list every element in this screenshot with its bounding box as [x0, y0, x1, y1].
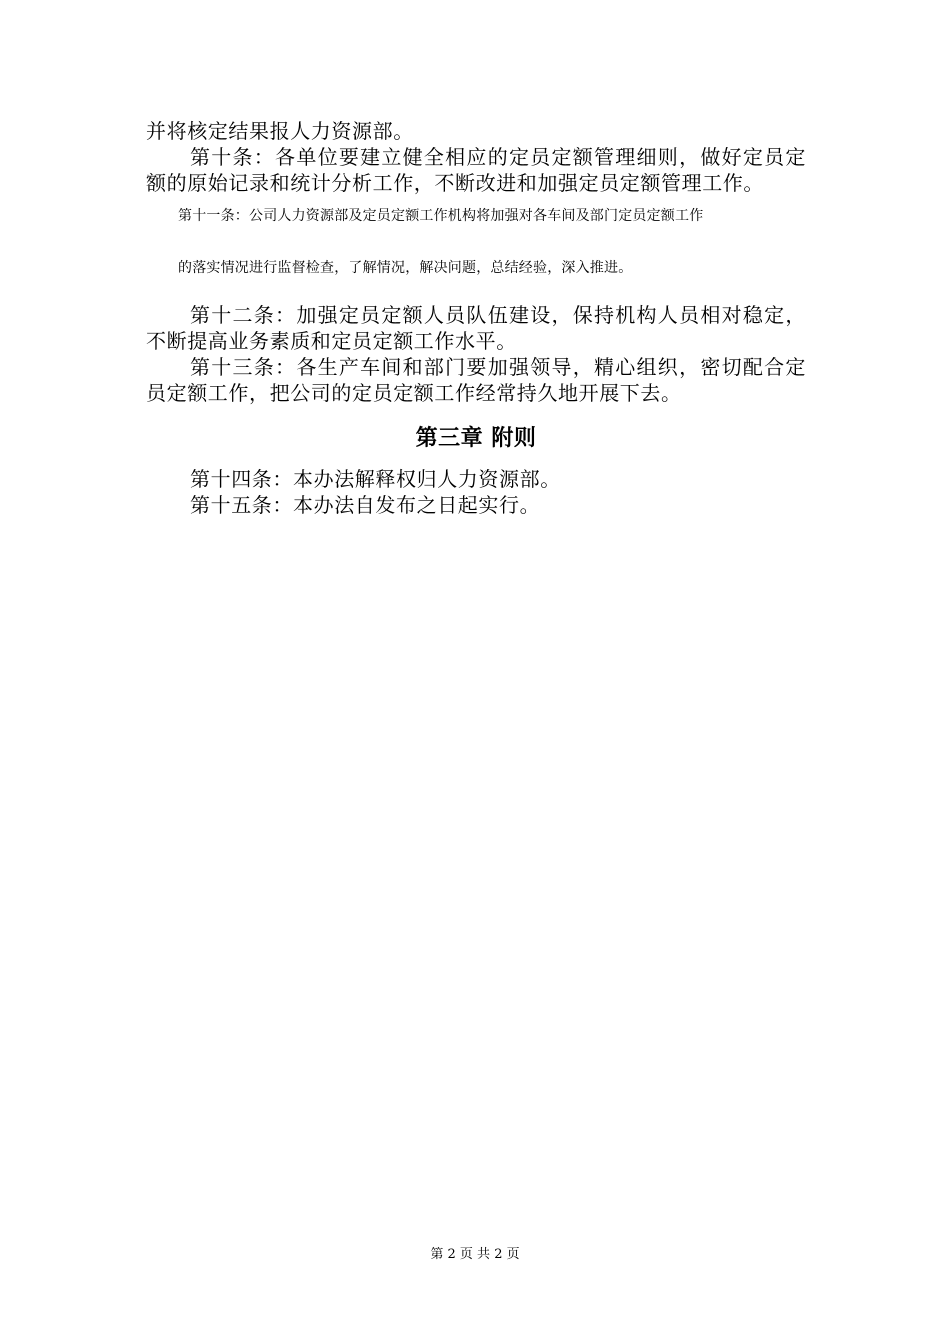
article-13: 第十三条：各生产车间和部门要加强领导，精心组织，密切配合定员定额工作，把公司的定员定额工作经常持久地开展下去。	[146, 355, 806, 405]
article-15: 第十五条：本办法自发布之日起实行。	[190, 493, 541, 517]
article-14: 第十四条：本办法解释权归人力资源部。	[190, 467, 561, 491]
page-footer: 第 2 页 共 2 页	[430, 1247, 520, 1262]
article-11-line-2: 的落实情况进行监督检查，了解情况，解决问题，总结经验，深入推进。	[178, 260, 633, 276]
chapter-title: 第三章 附则	[415, 426, 537, 451]
article-12: 第十二条：加强定员定额人员队伍建设，保持机构人员相对稳定，不断提高业务素质和定员定额工作水平。	[146, 303, 806, 353]
article-11-line-1: 第十一条：公司人力资源部及定员定额工作机构将加强对各车间及部门定员定额工作	[178, 208, 704, 224]
article-10: 第十条：各单位要建立健全相应的定员定额管理细则，做好定员定额的原始记录和统计分析工作，不断改进和加强定员定额管理工作。	[146, 145, 806, 195]
paragraph-continued: 并将核定结果报人力资源部。	[146, 119, 414, 143]
line-gap	[146, 226, 806, 258]
document-body	[146, 118, 806, 518]
article-11	[146, 206, 806, 278]
